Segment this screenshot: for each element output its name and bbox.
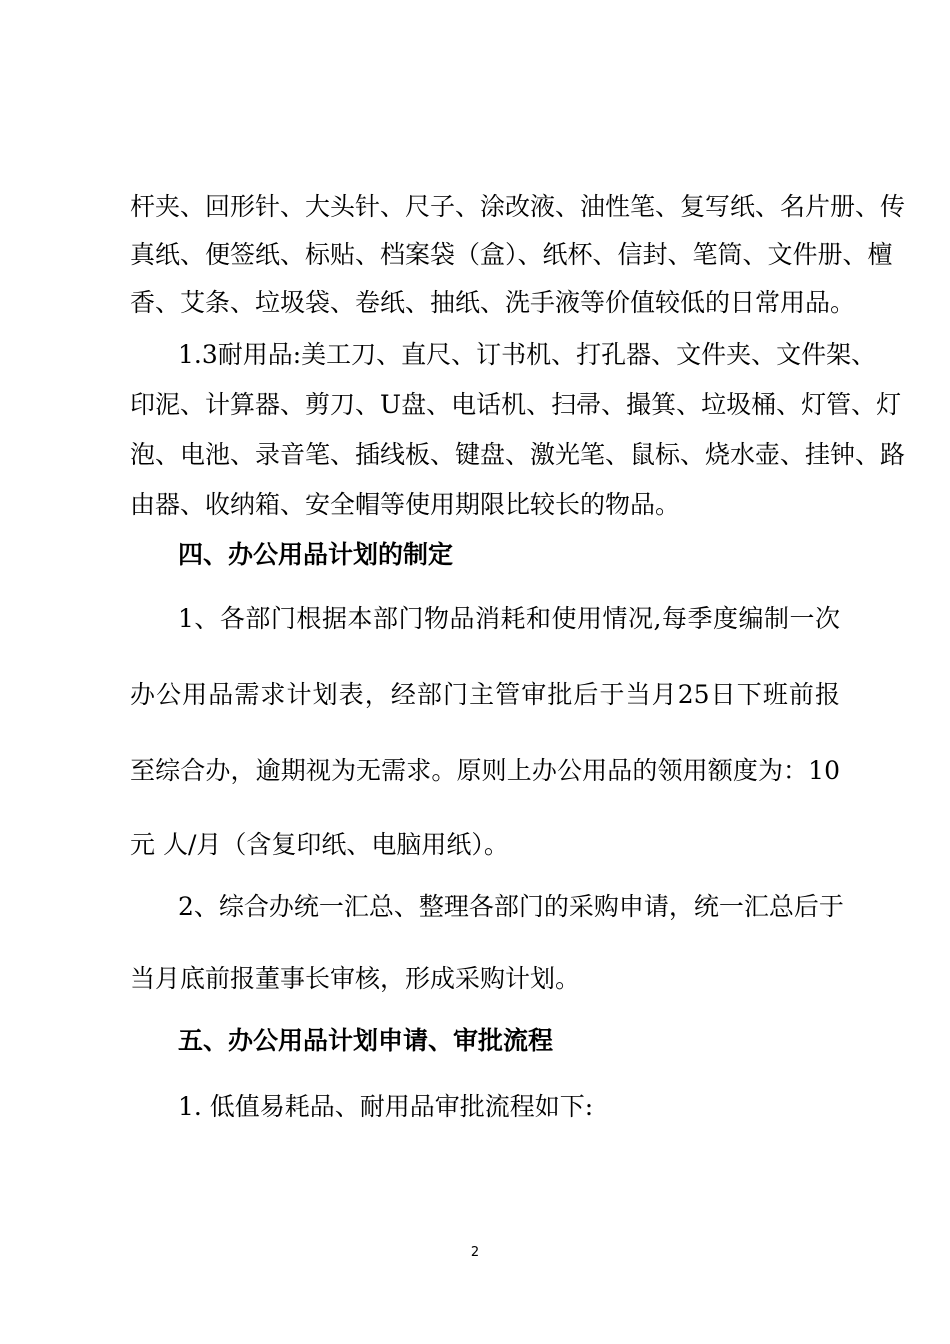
- paragraph-line: 泡、电池、录音笔、插线板、键盘、激光笔、鼠标、烧水壶、挂钟、路: [130, 440, 906, 469]
- paragraph-line: 2、综合办统一汇总、整理各部门的采购申请，统一汇总后于: [178, 892, 844, 921]
- paragraph-line: 由器、收纳箱、安全帽等使用期限比较长的物品。: [130, 490, 681, 519]
- paragraph-line: 当月底前报董事长审核，形成采购计划。: [130, 964, 581, 993]
- section-heading: 四、办公用品计划的制定: [178, 540, 454, 569]
- paragraph-line: 1、各部门根据本部门物品消耗和使用情况,每季度编制一次: [178, 604, 840, 633]
- paragraph-line: 至综合办，逾期视为无需求。原则上办公用品的领用额度为：10: [130, 756, 840, 785]
- paragraph-line: 香、艾条、垃圾袋、卷纸、抽纸、洗手液等价值较低的日常用品。: [130, 288, 856, 317]
- paragraph-line: 元 人/月（含复印纸、电脑用纸）。: [130, 830, 509, 859]
- paragraph-line: 办公用品需求计划表，经部门主管审批后于当月25日下班前报: [130, 680, 840, 709]
- paragraph-line: 印泥、计算器、剪刀、U盘、电话机、扫帚、撮箕、垃圾桶、灯管、灯: [130, 390, 902, 419]
- paragraph-line: 1.3耐用品:美工刀、直尺、订书机、打孔器、文件夹、文件架、: [178, 340, 877, 369]
- page-number: 2: [470, 1245, 480, 1260]
- paragraph-line: 1. 低值易耗品、耐用品审批流程如下:: [178, 1092, 594, 1121]
- paragraph-line: 真纸、便签纸、标贴、档案袋（盒）、纸杯、信封、笔筒、文件册、檀: [130, 240, 893, 269]
- section-heading: 五、办公用品计划申请、审批流程: [178, 1026, 554, 1055]
- paragraph-line: 杆夹、回形针、大头针、尺子、涂改液、油性笔、复写纸、名片册、传: [130, 192, 906, 221]
